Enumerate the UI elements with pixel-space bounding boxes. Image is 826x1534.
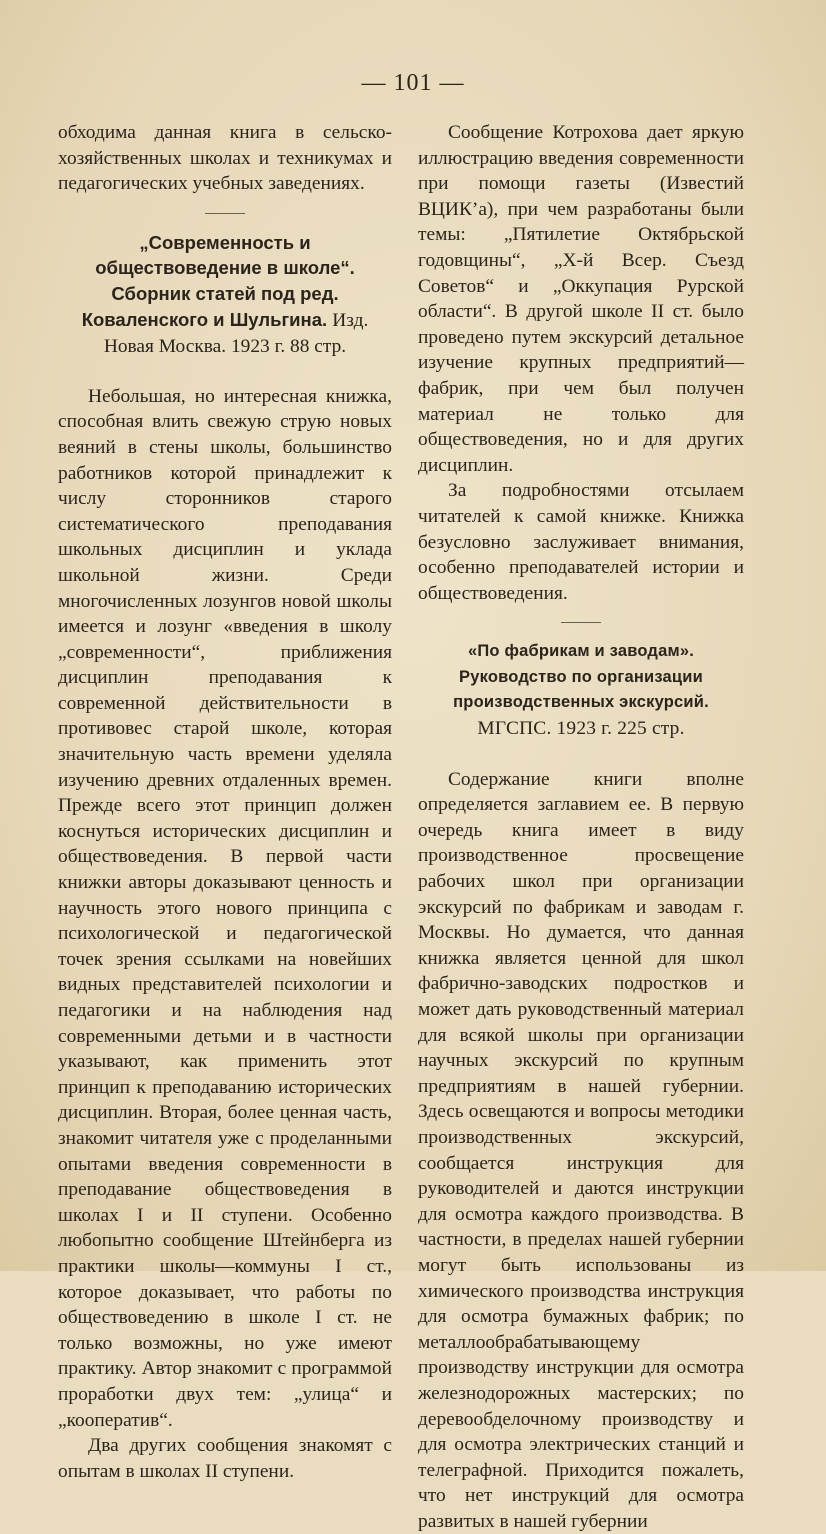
review-title: «По фабрикам и заводам». Руководство по организации производственных экскурсий. — [453, 642, 709, 712]
section-divider — [561, 622, 601, 623]
review-title: „Современность и обществоведение в школе“. Сборник статей под ред. Коваленского и Шульгина. — [81, 231, 355, 330]
page-number: — 101 — — [361, 70, 465, 96]
review-paragraph: Два других сообщения знакомят с опытам в школах II ступени. — [58, 1435, 392, 1482]
review-publication: МГСПС. 1923 г. 225 стр. — [477, 718, 685, 740]
review-publication: Изд. Новая Москва. 1923 г. 88 стр. — [103, 309, 369, 358]
review-paragraph: Небольшая, но интересная книжка, способная влить свежую струю новых веяний в стены школы, большинство работников которой принадлежит к числу сторонников старого систематического преподавания школьных дисциплин и уклада школьной жизни. Среди многочисленных лозунгов новой школы имеется и лозунг «введения в школу „современности“, приближения дисциплин преподавания к современной действительности в противовес старой школе, которая значительную часть времени уделяла изучению древних отдаленных времен. Прежде всего этот принцип должен коснуться исторических дисциплин и обществоведения. В первой части книжки авторы доказывают ценность и научность этого нового принципа с психологической и педагогической точек зрения ссылками на новейших видных представителей психологии и педагогики и на наблюдения над современными детьми и в частности указывают, как применить этот принцип к преподаванию исторических дисциплин. Вторая, более ценная часть, знакомит читателя уже с проделанными опытами введения современности в преподавание обществоведения в школах I и II ступени. Особенно любопытно сообщение Штейнберга из практики школы—коммуны I ст., которое доказывает, что работы по обществоведению в школе I ст. не только возможны, но уже имеют практику. Автор знакомит с программой проработки двух тем: „улица“ и „кооператив“. — [58, 385, 392, 1431]
left-column — [58, 120, 392, 1484]
review-heading — [58, 230, 392, 360]
review-paragraph: За подробностями отсылаем читателей к самой книжке. Книжка безусловно заслуживает внимания, особенно преподавателей истории и обществоведения. — [418, 480, 744, 604]
right-column — [418, 120, 744, 1534]
review-paragraph: Сообщение Котрохова дает яркую иллюстрацию введения современности при помощи газеты (Известий ВЦИК’а), при чем разработаны были темы: „Пятилетие Октябрьской годовщины“, „Х-й Всер. Съезд Советов“ и „Оккупация Рурской области“. В другой школе II ст. было проведено путем экскурсий детальное изучение крупных предприятий—фабрик, при чем был получен материал не только для обществоведения, но и для других дисциплин. — [418, 122, 744, 476]
continued-text: обходима данная книга в сельско-хозяйственных школах и техникумах и педагогических учебных заведениях. — [58, 122, 392, 195]
review-paragraph: Содержание книги вполне определяется заглавием ее. В первую очередь книга имеет в виду производственное просвещение рабочих школ при организации экскурсий по фабрикам и заводам г. Москвы. Но думается, что данная книжка является ценной для школ фабрично-заводских подростков и может дать руководственный материал для всякой школы при организации научных экскурсий по крупным предприятиям в нашей губернии. Здесь освещаются и вопросы методики производственных экскурсий, сообщается инструкция для руководителей и даются инструкции для осмотра каждого производства. В частности, в пределах нашей губернии могут быть использованы из химического производства инструкция для осмотра бумажных фабрик; по металлообрабатывающему производству инструкции для осмотра железнодорожных мастерских; по деревообделочному производству и для осмотра электрических станций и телеграфной. Приходится пожалеть, что нет инструкций для осмотра развитых в нашей губернии — [418, 768, 744, 1532]
section-divider — [205, 213, 245, 214]
review-heading — [418, 639, 744, 742]
